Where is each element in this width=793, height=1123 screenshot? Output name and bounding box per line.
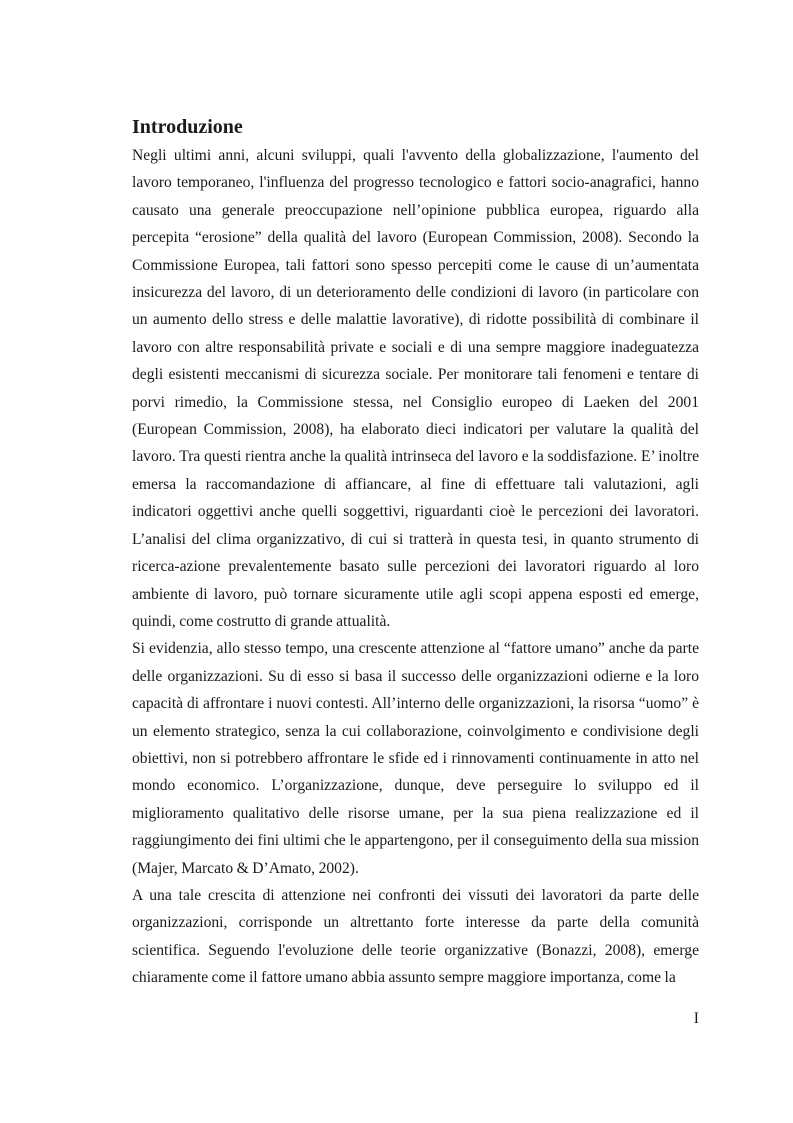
- section-heading: Introduzione: [132, 116, 243, 138]
- paragraph: A una tale crescita di attenzione nei confronti dei vissuti dei lavoratori da parte delle organizzazioni, corrisponde un altrettanto forte interesse da parte della comunità scientifica. Seguendo l'evoluzione delle teorie organizzative (Bonazzi, 2008), emerge chiaramente come il fattore umano abbia assunto sempre maggiore importanza, come la: [132, 886, 699, 987]
- paragraph: Si evidenzia, allo stesso tempo, una crescente attenzione al “fattore umano” anche da parte delle organizzazioni. Su di esso si basa il successo delle organizzazioni odierne e la loro capacità di affrontare i nuovi contesti. All’interno delle organizzazioni, la risorsa “uomo” è un elemento strategico, senza la cui collaborazione, coinvolgimento e condivisione degli obiettivi, non si potrebbero affrontare le sfide ed i rinnovamenti continuamente in atto nel mondo economico. L’organizzazione, dunque, deve perseguire lo sviluppo ed il miglioramento qualitativo delle risorse umane, per la sua piena realizzazione ed il raggiungimento dei fini ultimi che le appartengono, per il conseguimento della sua mission (Majer, Marcato & D’Amato, 2002).: [132, 640, 699, 877]
- page-number: I: [693, 1010, 699, 1027]
- page-body: [132, 112, 699, 992]
- paragraph: Negli ultimi anni, alcuni sviluppi, quali l'avvento della globalizzazione, l'aumento del lavoro temporaneo, l'influenza del progresso tecnologico e fattori socio-anagrafici, hanno causato una generale preoccupazione nell’opinione pubblica europea, riguardo alla percepita “erosione” della qualità del lavoro (European Commission, 2008). Secondo la Commissione Europea, tali fattori sono spesso percepiti come le cause di un’aumentata insicurezza del lavoro, di un deterioramento delle condizioni di lavoro (in particolare con un aumento dello stress e delle malattie lavorative), di ridotte possibilità di combinare il lavoro con altre responsabilità private e sociali e di una sempre maggiore inadeguatezza degli esistenti meccanismi di sicurezza sociale. Per monitorare tali fenomeni e tentare di porvi rimedio, la Commissione stessa, nel Consiglio europeo di Laeken del 2001 (European Commission, 2008), ha elaborato dieci indicatori per valutare la qualità del lavoro. Tra questi rientra anche la qualità intrinseca del lavoro e la soddisfazione. E’ inoltre emersa la raccomandazione di affiancare, al fine di effettuare tali valutazioni, agli indicatori oggettivi anche quelli soggettivi, riguardanti cioè le percezioni dei lavoratori. L’analisi del clima organizzativo, di cui si tratterà in questa tesi, in quanto strumento di ricerca-azione prevalentemente basato sulle percezioni dei lavoratori riguardo al loro ambiente di lavoro, può tornare sicuramente utile agli scopi appena esposti ed emerge, quindi, come costrutto di grande attualità.: [132, 147, 699, 630]
